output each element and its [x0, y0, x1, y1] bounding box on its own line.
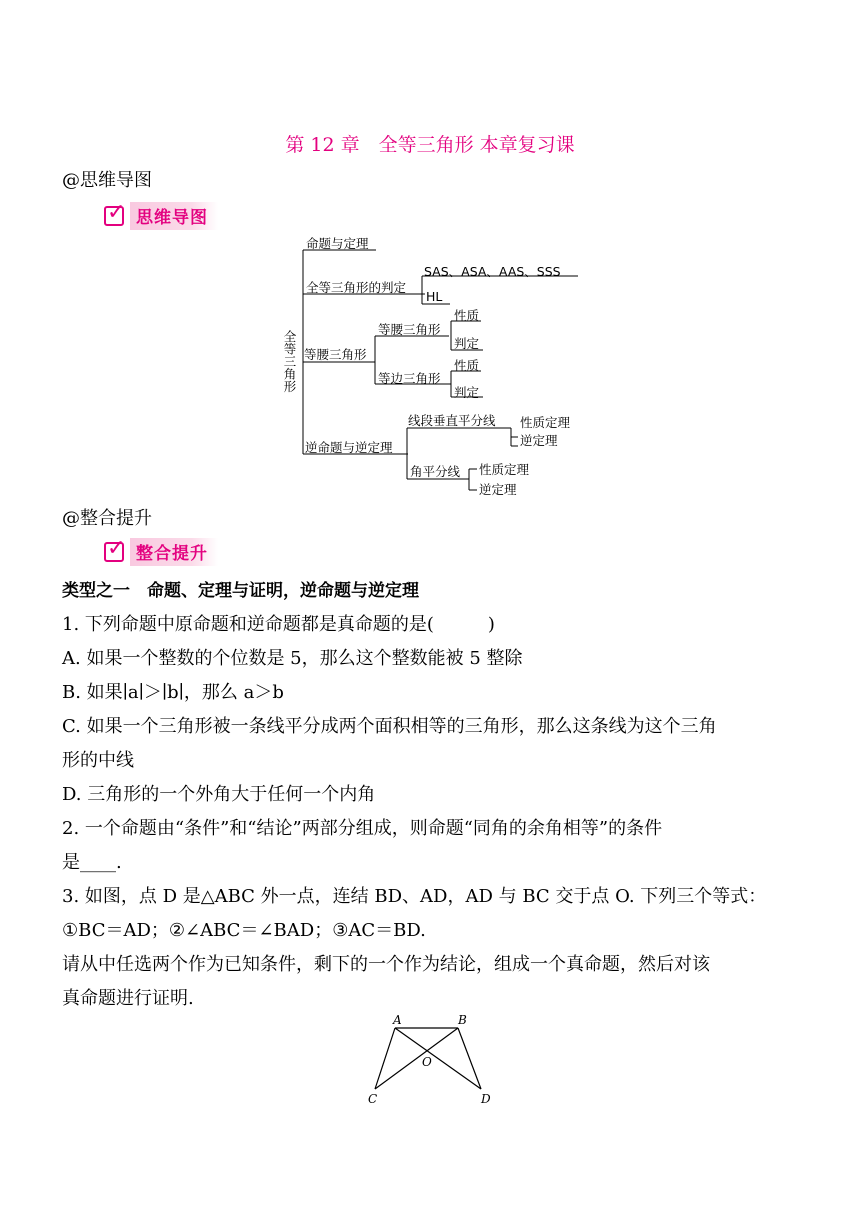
question-3-line-3: 请从中任选两个作为已知条件，剩下的一个作为结论，组成一个真命题，然后对该 — [62, 954, 710, 975]
question-1-option-c: C. 如果一个三角形被一条线平分成两个面积相等的三角形，那么这条线为这个三角 — [62, 716, 717, 737]
question-3-line-2: ①BC＝AD；②∠ABC＝∠BAD；③AC＝BD. — [62, 920, 426, 941]
mindmap-node: SAS、ASA、AAS、SSS — [424, 264, 561, 279]
mindmap-node: 逆命题与逆定理 — [305, 440, 393, 455]
section-badge-integration: ✓ 整合提升 — [104, 538, 218, 566]
mindmap-node: 等腰三角形 — [304, 347, 367, 362]
point-o-label: O — [422, 1055, 432, 1069]
question-2-line-1: 2. 一个命题由“条件”和“结论”两部分组成，则命题“同角的余角相等”的条件 — [62, 818, 663, 839]
mindmap-node: 判定 — [454, 336, 480, 351]
question-1-option-c-cont: 形的中线 — [62, 750, 134, 771]
section-badge-mindmap: ✓ 思维导图 — [104, 202, 218, 230]
question-1-option-d: D. 三角形的一个外角大于任何一个内角 — [62, 784, 376, 805]
segment-bc — [375, 1028, 458, 1089]
question-1-option-a: A. 如果一个整数的个位数是 5，那么这个整数能被 5 整除 — [62, 648, 523, 669]
point-a-label: A — [393, 1013, 402, 1027]
point-b-label: B — [458, 1013, 467, 1027]
section-heading-integration: @整合提升 — [62, 508, 152, 529]
question-3-line-4: 真命题进行证明. — [62, 988, 194, 1009]
mindmap-node: 性质 — [454, 358, 480, 373]
mindmap-node: 性质定理 — [479, 462, 530, 477]
mindmap-root: 全等三角形 — [282, 330, 297, 393]
checkbox-icon: ✓ — [104, 542, 124, 562]
question-2-line-2: 是____. — [62, 852, 122, 873]
segment-ad — [395, 1028, 481, 1089]
mindmap-node: 性质 — [454, 308, 480, 323]
mindmap-node: 性质定理 — [520, 415, 571, 430]
mindmap-node: 全等三角形的判定 — [306, 280, 407, 295]
segment-ac — [375, 1028, 395, 1089]
section-heading-mindmap: @思维导图 — [62, 170, 152, 191]
segment-bd — [458, 1028, 481, 1089]
mindmap-node: 判定 — [454, 385, 480, 400]
mindmap-node: 等边三角形 — [378, 371, 441, 386]
mindmap-node: 逆定理 — [520, 433, 558, 448]
point-d-label: D — [481, 1092, 491, 1106]
question-3-line-1: 3. 如图，点 D 是△ABC 外一点，连结 BD、AD，AD 与 BC 交于点 O. 下列三个等式： — [62, 886, 767, 907]
checkbox-icon: ✓ — [104, 206, 124, 226]
question-1-option-b: B. 如果∣a∣＞∣b∣，那么 a＞b — [62, 682, 284, 703]
mindmap-node: 逆定理 — [479, 482, 517, 497]
question-1-stem: 1. 下列命题中原命题和逆命题都是真命题的是( ) — [62, 614, 495, 635]
point-c-label: C — [368, 1092, 378, 1106]
page-title: 第 12 章 全等三角形 本章复习课 — [285, 134, 575, 156]
mindmap-node: 角平分线 — [410, 464, 461, 479]
mindmap-node: HL — [426, 289, 443, 304]
geometry-figure — [360, 1010, 500, 1110]
mindmap-node: 等腰三角形 — [378, 322, 441, 337]
type-heading: 类型之一 命题、定理与证明，逆命题与逆定理 — [62, 581, 419, 601]
mindmap-node: 线段垂直平分线 — [408, 413, 496, 428]
mindmap-node: 命题与定理 — [306, 236, 369, 251]
